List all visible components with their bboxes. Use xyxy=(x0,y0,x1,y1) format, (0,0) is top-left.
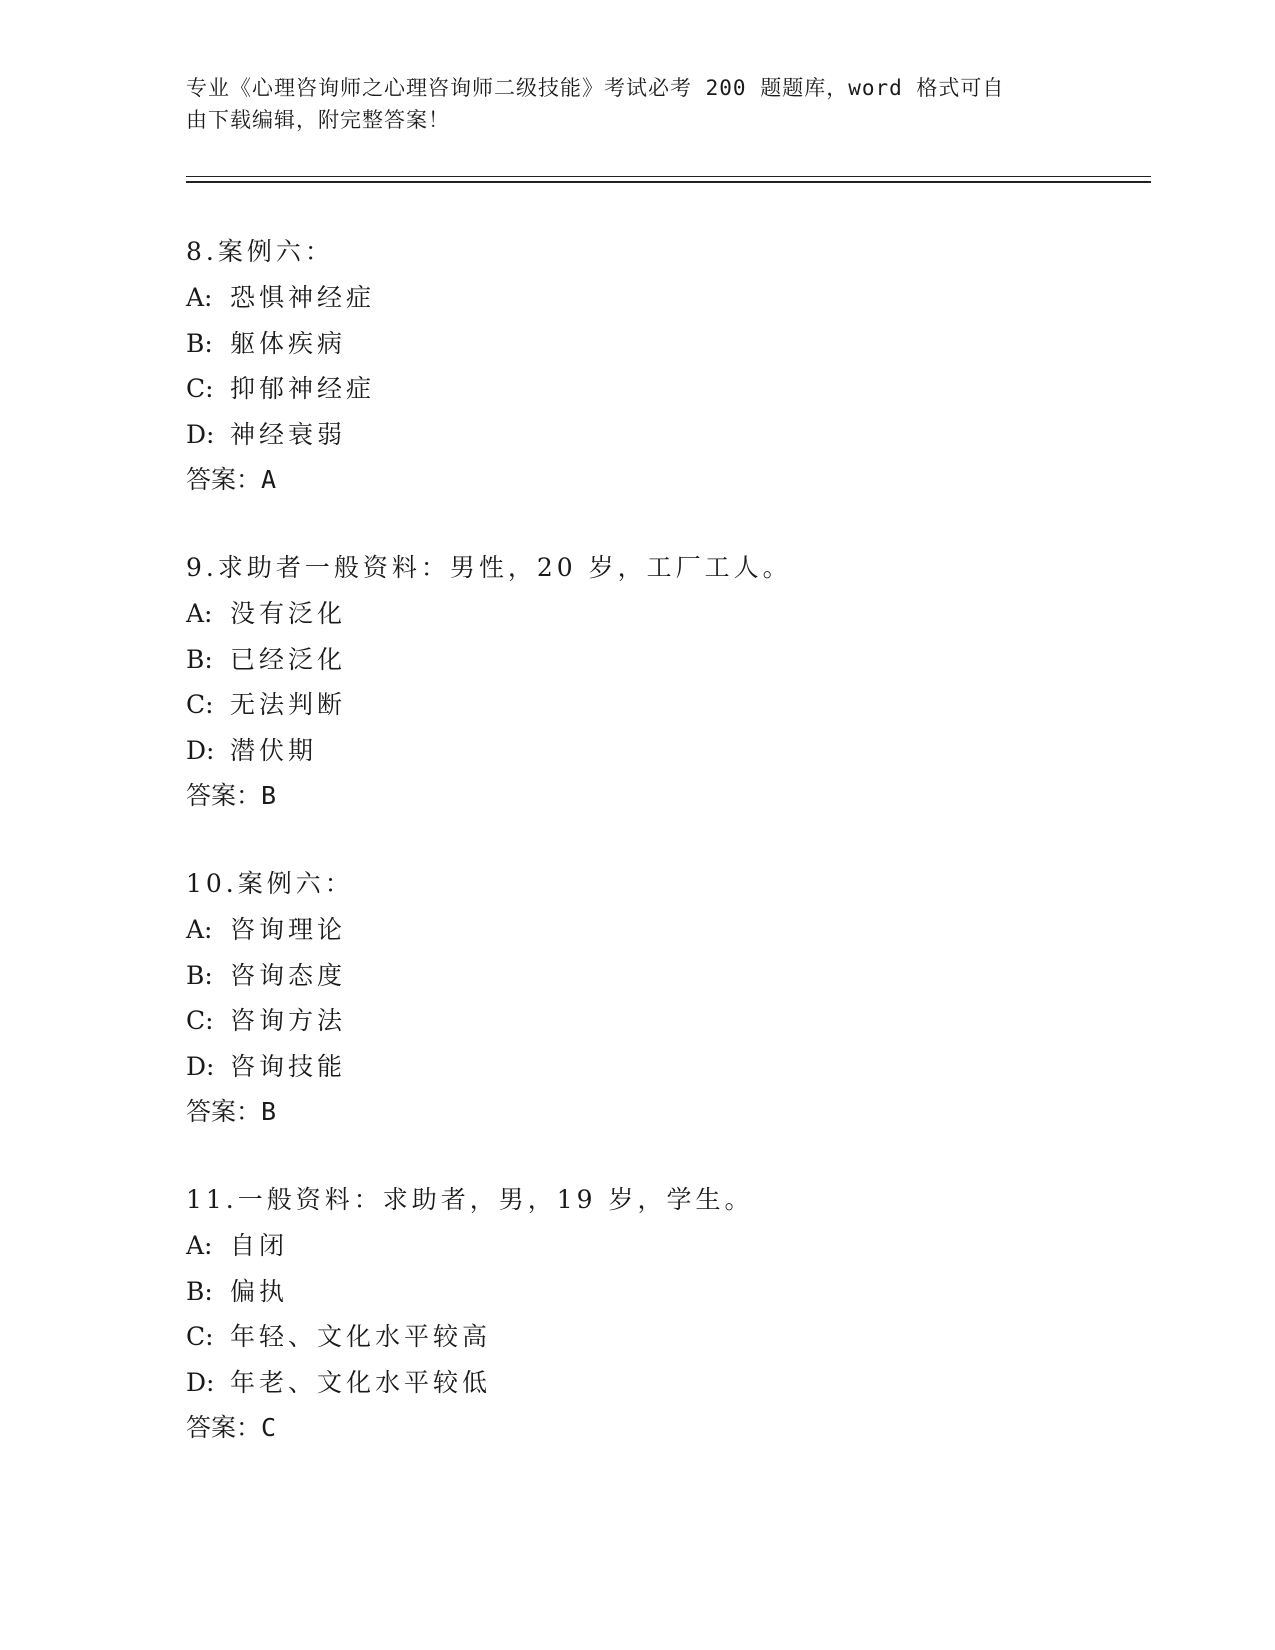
option-text: 咨询技能 xyxy=(230,1051,347,1081)
option-d xyxy=(186,412,1086,458)
option-letter: C: xyxy=(186,1006,214,1035)
option-text: 自闭 xyxy=(230,1231,289,1260)
header-rule-thick xyxy=(186,181,1151,183)
option-d xyxy=(186,728,1086,774)
option-text: 躯体疾病 xyxy=(230,328,347,358)
option-letter: D: xyxy=(186,419,215,449)
option-b xyxy=(186,1269,1086,1315)
option-letter: D: xyxy=(186,1367,215,1397)
answer-label: 答案： xyxy=(186,781,262,810)
option-letter: B: xyxy=(186,644,213,674)
answer-label: 答案： xyxy=(186,1413,262,1442)
question-stem: 10.案例六： xyxy=(186,869,354,898)
option-letter: D: xyxy=(186,1051,215,1081)
option-a xyxy=(186,275,1086,321)
option-c xyxy=(186,998,1086,1044)
option-letter: A: xyxy=(186,599,213,628)
option-letter: C: xyxy=(186,374,214,403)
question-block xyxy=(186,1177,1086,1451)
answer-value: A xyxy=(261,465,277,494)
question-stem: 8.案例六： xyxy=(186,237,334,266)
option-letter: A: xyxy=(186,915,213,944)
option-b xyxy=(186,953,1086,999)
option-letter: D: xyxy=(186,735,215,765)
option-c xyxy=(186,1314,1086,1360)
option-d xyxy=(186,1360,1086,1406)
option-text: 咨询态度 xyxy=(230,960,347,990)
option-b xyxy=(186,637,1086,683)
answer-label: 答案： xyxy=(186,1097,262,1126)
answer-line xyxy=(186,1405,1086,1451)
header-line-2: 由下载编辑，附完整答案！ xyxy=(186,108,450,132)
question-stem: 11.一般资料：求助者，男，19 岁，学生。 xyxy=(186,1185,754,1214)
question-block xyxy=(186,545,1086,819)
option-b xyxy=(186,321,1086,367)
answer-value: C xyxy=(261,1413,277,1442)
option-a xyxy=(186,591,1086,637)
option-text: 抑郁神经症 xyxy=(230,374,376,403)
answer-value: B xyxy=(261,1097,277,1126)
option-a xyxy=(186,1223,1086,1269)
option-letter: B: xyxy=(186,1276,213,1306)
answer-line xyxy=(186,457,1086,503)
option-text: 神经衰弱 xyxy=(230,419,347,449)
answer-line xyxy=(186,773,1086,819)
option-text: 无法判断 xyxy=(230,690,347,719)
option-a xyxy=(186,907,1086,953)
option-letter: B: xyxy=(186,328,213,358)
question-stem: 9.求助者一般资料：男性，20 岁，工厂工人。 xyxy=(186,553,792,582)
answer-line xyxy=(186,1089,1086,1135)
question-block xyxy=(186,229,1086,503)
answer-value: B xyxy=(261,781,277,810)
option-letter: B: xyxy=(186,960,213,990)
option-letter: C: xyxy=(186,1322,214,1351)
option-text: 恐惧神经症 xyxy=(230,283,376,312)
answer-label: 答案： xyxy=(186,465,262,494)
option-letter: A: xyxy=(186,283,213,312)
option-letter: C: xyxy=(186,690,214,719)
option-text: 已经泛化 xyxy=(230,644,347,674)
option-text: 偏执 xyxy=(230,1276,289,1306)
option-letter: A: xyxy=(186,1231,213,1260)
option-c xyxy=(186,366,1086,412)
option-text: 没有泛化 xyxy=(230,599,347,628)
option-d xyxy=(186,1044,1086,1090)
question-block xyxy=(186,861,1086,1135)
option-c xyxy=(186,682,1086,728)
header-line-1: 专业《心理咨询师之心理咨询师二级技能》考试必考 200 题题库，word 格式可自 xyxy=(186,76,1005,100)
option-text: 潜伏期 xyxy=(230,735,318,765)
option-text: 咨询方法 xyxy=(230,1006,347,1035)
option-text: 咨询理论 xyxy=(230,915,347,944)
option-text: 年老、文化水平较低 xyxy=(230,1367,492,1397)
header-note xyxy=(186,72,1066,136)
header-rule-thin xyxy=(186,176,1151,177)
option-text: 年轻、文化水平较高 xyxy=(230,1322,492,1351)
